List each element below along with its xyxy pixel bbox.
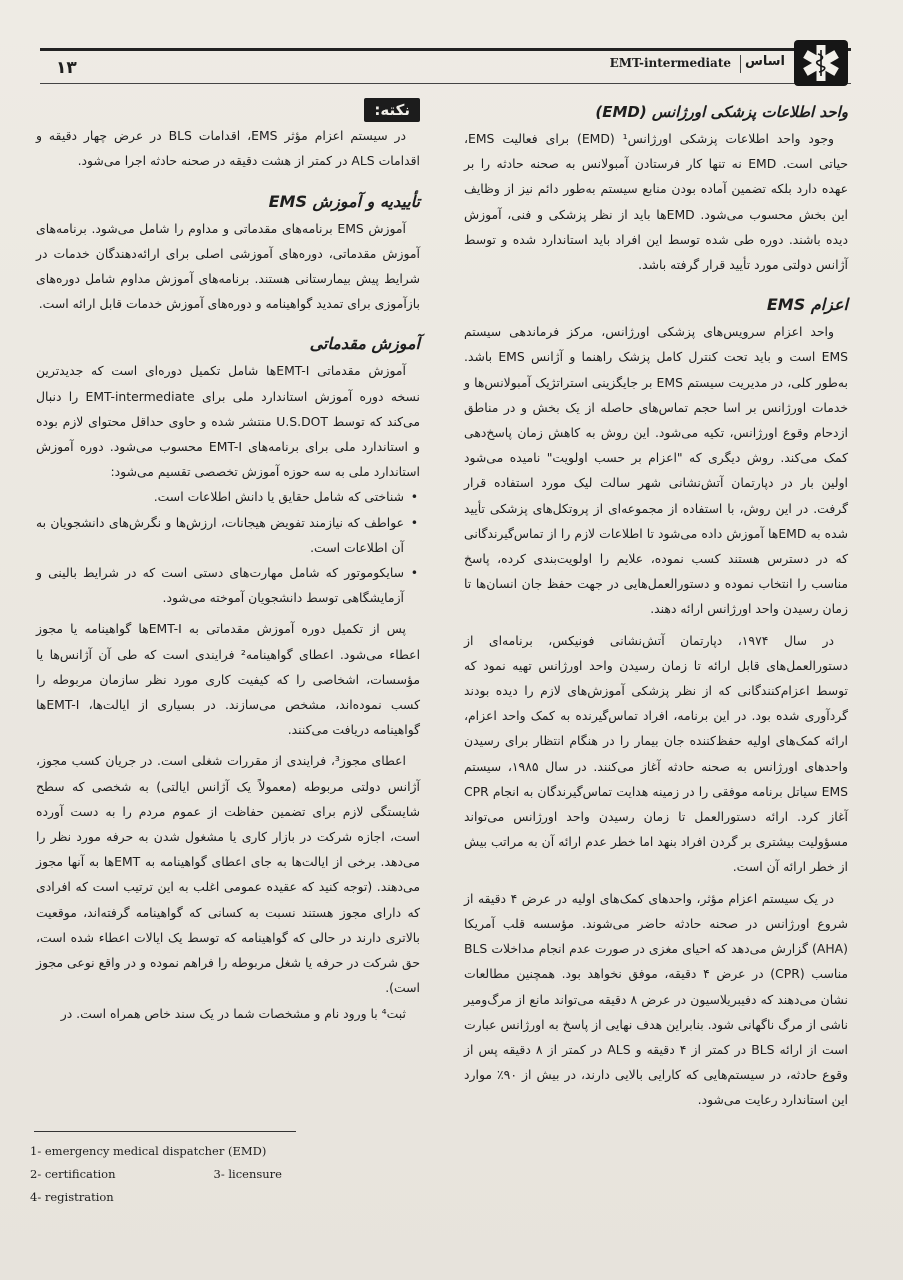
footnote-4: 4- registration (30, 1190, 114, 1204)
page-number: ۱۳ (56, 58, 77, 78)
header-bottom-rule (40, 83, 851, 84)
section-title-emd: واحد اطلاعات پزشکی اورژانس (EMD) (595, 103, 848, 121)
footnote-2: 2- certification (30, 1167, 116, 1181)
paragraph-certification: پس از تکمیل دوره آموزش مقدماتی به EMT-Iها گواهینامه یا مجوز اعطاء می‌شود. اعطای گواهینامه² فرایندی است که طی آن آژانس‌ها یا مؤسسات، اشخاصی را که کیفیت کاری مورد نظر سازمان مربوطه را کسب نموده‌اند، مشخص می‌سازند. در بسیاری از ایالت‌ها، EMT-Iها گواهینامه دریافت می‌کنند. (36, 621, 421, 738)
list-item: • سایکوموتور که شامل مهارت‌های دستی است که در شرایط بالینی و آزمایشگاهی توسط دانشجویان آموخته می‌شود. (36, 560, 420, 610)
paragraph-registration: ثبت⁴ با ورود نام و مشخصات شما در یک سند خاص همراه است. در (60, 1005, 406, 1021)
footnotes (30, 1140, 430, 1209)
note-label: نکته: (364, 98, 420, 122)
training-domains-list (36, 484, 420, 610)
section-title-basic-training: آموزش مقدماتی (309, 334, 420, 354)
paragraph-dispatch-3: در یک سیستم اعزام مؤثر، واحدهای کمک‌های اولیه در عرض ۴ دقیقه از شروع اورژانس در صحنه حادثه حاضر می‌شوند. مؤسسه قلب آمریکا (AHA) گزارش می‌دهد که احیای مغزی در صورت عدم انجام مداخلات BLS مناسب (CPR) در عرض ۴ دقیقه، موفق نخواهد بود. همچنین مطالعات نشان می‌دهند که دفیبریلاسیون در عرض ۸ دقیقه می‌تواند مانع از مرگ‌ومیر ناشی از مرگ ناگهانی شود. بنابراین هدف نهایی از پاسخ به اورژانس عبارت است از ارائه BLS در کمتر از ۴ دقیقه و ALS در کمتر از ۸ دقیقه پس از وقوع حادثه، در سیستم‌هایی که کارایی بالایی دارند، در بیش از ۹۰٪ موارد این استاندارد رعایت می‌شود. (464, 890, 849, 1108)
list-item: • عواطف که نیازمند تفویض هیجانات، ارزش‌ها و نگرش‌های دانشجویان به آن اطلاعات است. (36, 510, 420, 560)
star-of-life-icon (794, 40, 848, 86)
paragraph-licensure: اعطای مجوز³، فرایندی از مقررات شغلی است. در جریان کسب مجوز، آژانس دولتی مربوطه (معمولاً یک آژانس ایالتی) به شخصی که سطح شایستگی لازم برای تضمین حفاظت از عموم مردم را به دست آورده است، اجازه شرکت در بازار کاری یا مشغول شدن به حرفه مورد نظر را می‌دهد. برخی از ایالت‌ها به جای اعطای گواهینامه به EMTها به آنها مجوز می‌دهند. (توجه کنید که عقیده عمومی اغلب به این ترتیب است که افرادی که دارای مجوز هستند نسبت به کسانی که گواهینامه گرفته‌اند، موقعیت بالاتری دارند در حالی که گواهینامه که توسط یک ایالات اعطاء شده است، حق شرکت در حرفه یا شغل مربوطه را فراهم نموده و در واقع نوعی مجوز است). (36, 753, 420, 996)
note-box (36, 98, 420, 123)
header-separator (740, 55, 741, 73)
header-top-rule (40, 48, 851, 51)
paragraph-basic-training: آموزش مقدماتی EMT-Iها شامل تکمیل دوره‌ای است که جدیدترین نسخه دوره آموزش استاندارد ملی برای EMT-intermediate را دنبال می‌کند که توسط U.S.DOT منتشر شده و حاوی حداقل محتوای لازم بوده و استاندارد ملی برای برنامه‌های EMT-I محسوب می‌شود. دوره آموزش استاندارد ملی به سه حوزه آموزش تخصصی تقسیم می‌شود: (36, 363, 420, 480)
footnote-3: 3- licensure (213, 1167, 282, 1181)
paragraph-dispatch-2: در سال ۱۹۷۴، دپارتمان آتش‌نشانی فونیکس، برنامه‌ای از دستورالعمل‌های قابل ارائه تا زمان رسیدن واحد اورژانس تهیه نمود که توسط اعزام‌کنندگانی که از نظر پزشکی آموزش‌های لازم را دیده بودند گردآوری شده بود. در این برنامه، افراد تماس‌گیرنده به کمک واحد اعزام، ارائه کمک‌های اولیه حفظ‌کننده جان بیمار را در هنگام انتظار برای رسیدن واحدهای اورژانس به صحنه حادثه آغاز می‌کنند. در سال ۱۹۸۵، سیستم EMS سیاتل برنامه موفقی را در زمینه هدایت تماس‌گیرندگان به انجام CPR آغاز کرد. ارائه دستورالعمل تا زمان رسیدن واحد اورژانس می‌تواند مسؤولیت بیشتری بر گردن افراد بنهد اما خطر عدم ارائه آن به مراتب بیش از خطر ارائه آن است. (464, 632, 848, 875)
footnote-row (30, 1163, 430, 1186)
note-text: در سیستم اعزام مؤثر EMS، اقدامات BLS در عرض چهار دقیقه و اقدامات ALS در کمتر از هشت دقیقه در صحنه حادثه اجرا می‌شود. (36, 128, 420, 169)
chapter-label: اساس (744, 54, 785, 69)
paragraph-emd: وجود واحد اطلاعات پزشکی اورژانس¹ (EMD) برای فعالیت EMS، حیاتی است. EMD نه تنها کار فرستادن آمبولانس به صحنه حادثه را بر عهده دارد بلکه تضمین آماده بودن منابع سیستم به‌طور دائم نیز از وظایف این بخش محسوب می‌شود. EMDها باید از نظر پزشکی و فنی، آموزش دیده باشند. دوره طی شده توسط این افراد باید استاندارد شده و توسط آژانس دولتی مورد تأیید قرار گرفته باشد. (464, 131, 848, 273)
list-item: • شناختی که شامل حقایق یا دانش اطلاعات است. (36, 484, 420, 509)
section-title-training: تأییدیه و آموزش EMS (268, 191, 420, 211)
book-title: EMT-intermediate (609, 56, 731, 70)
section-title-ems-dispatch: اعزام EMS (766, 295, 848, 315)
footnote-rule (34, 1131, 296, 1132)
paragraph-training: آموزش EMS برنامه‌های مقدماتی و مداوم را شامل می‌شود. برنامه‌های آموزش مقدماتی، دوره‌های آموزشی اصلی برای ارائه‌دهندگان خدمات در شرایط پیش بیمارستانی هستند. برنامه‌های آموزش مداوم شامل دوره‌های بازآموزی برای تمدید گواهینامه و دوره‌های آموزش خدمات قابل ارائه است. (36, 220, 420, 312)
right-column (464, 98, 848, 1113)
paragraph-dispatch-1: واحد اعزام سرویس‌های پزشکی اورژانس، مرکز فرماندهی سیستم EMS است و باید تحت کنترل کامل پزشک راهنما و آژانس EMS باشد. به‌طور کلی، در مدیریت سیستم EMS بر جایگزینی استراتژیک آمبولانس‌ها و خدمات اورژانس بر اسا حجم تماس‌های حاصله از یک بخش و در مناطق ازدحام وقوع اورژانس، تکیه می‌شود. این روش به کاهش زمان پاسخ‌دهی کمک می‌کند. روش دیگری که "اعزام بر حسب اولویت" نامیده می‌شود اولین بار در دپارتمان آتش‌نشانی شهر سالت لیک مورد استفاده قرار گرفت. در این روش، با استفاده از مجموعه‌ای از پروتکل‌های پزشکی تأیید شده به EMDها آموزش داده می‌شود تا اطلاعات لازم را از تماس‌گیرندگانی که در دسترس هستند کسب نموده، علایم را اولویت‌بندی کرده، پاسخ مناسب را انتخاب نموده و دستورالعمل‌هایی در جهت حفظ جان انسان‌ها تا زمان رسیدن واحد اورژانس ارائه دهند. (464, 324, 848, 617)
left-column (36, 98, 420, 1026)
footnote-1: 1- emergency medical dispatcher (EMD) (30, 1144, 267, 1158)
